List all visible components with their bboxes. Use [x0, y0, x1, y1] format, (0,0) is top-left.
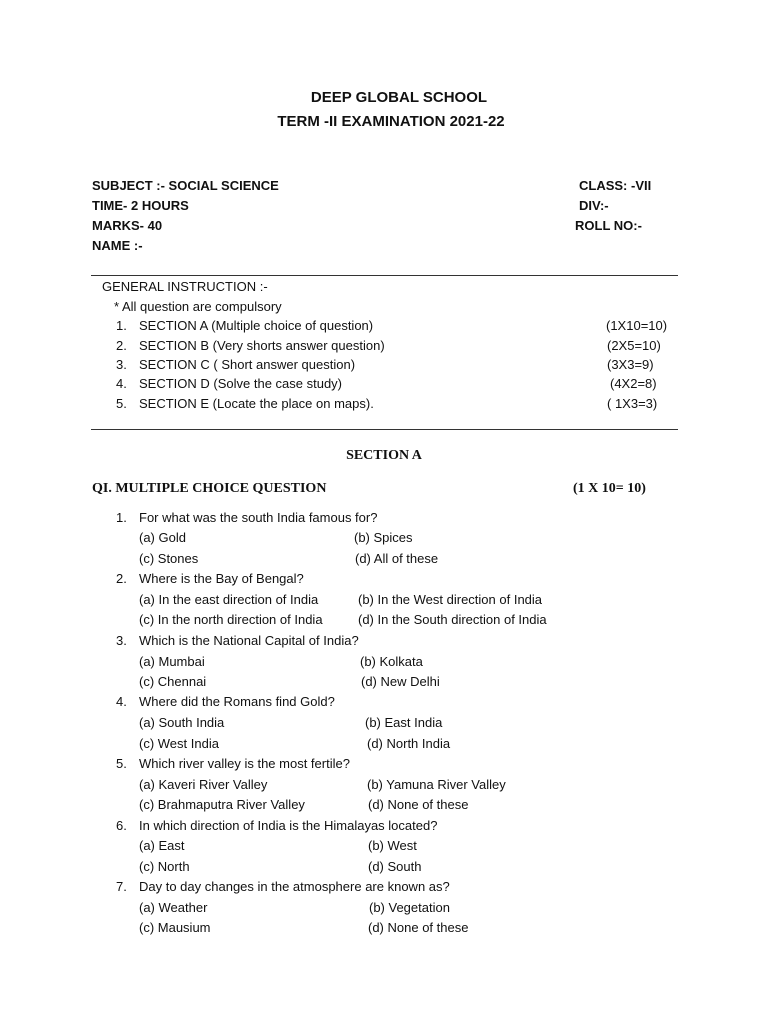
question-text: Where is the Bay of Bengal? — [139, 571, 304, 586]
question-text: Where did the Romans find Gold? — [139, 694, 335, 709]
option-c: (c) Chennai — [139, 674, 207, 689]
instruction-number: 4. — [116, 376, 127, 391]
option-d: (d) South — [368, 859, 422, 874]
question-text: Day to day changes in the atmosphere are known as? — [139, 879, 450, 894]
question-text: Which river valley is the most fertile? — [139, 756, 350, 771]
question-number: 2. — [116, 571, 127, 586]
marks-label: MARKS- 40 — [92, 218, 163, 233]
question-number: 3. — [116, 633, 127, 648]
subject-label: SUBJECT :- SOCIAL SCIENCE — [92, 178, 279, 193]
option-b: (b) In the West direction of India — [358, 592, 543, 607]
option-c: (c) West India — [139, 736, 219, 751]
instruction-text: SECTION A (Multiple choice of question) — [139, 318, 374, 333]
div-label: DIV:- — [579, 198, 609, 213]
option-c: (c) Mausium — [139, 920, 211, 935]
class-label: CLASS: -VII — [579, 178, 652, 193]
section-title: SECTION A — [346, 448, 422, 463]
option-d: (d) New Delhi — [361, 674, 440, 689]
question-text: Which is the National Capital of India? — [139, 633, 359, 648]
instruction-marks: ( 1X3=3) — [607, 396, 658, 411]
option-a: (a) Gold — [139, 530, 186, 545]
question-number: 6. — [116, 818, 127, 833]
question-number: 1. — [116, 510, 127, 525]
instruction-marks: (2X5=10) — [607, 338, 661, 353]
option-d: (d) None of these — [368, 920, 469, 935]
question-number: 4. — [116, 694, 127, 709]
question-text: For what was the south India famous for? — [139, 510, 378, 525]
instruction-number: 1. — [116, 318, 127, 333]
instruction-text: SECTION B (Very shorts answer question) — [139, 338, 385, 353]
divider-top — [91, 275, 678, 276]
option-a: (a) Mumbai — [139, 654, 205, 669]
option-d: (d) North India — [367, 736, 451, 751]
divider-bottom — [91, 429, 678, 430]
option-d: (d) In the South direction of India — [358, 612, 547, 627]
question-number: 5. — [116, 756, 127, 771]
question-text: In which direction of India is the Himalayas located? — [139, 818, 438, 833]
instruction-marks: (3X3=9) — [607, 357, 654, 372]
option-a: (a) East — [139, 838, 185, 853]
question-heading: QI. MULTIPLE CHOICE QUESTION — [92, 481, 327, 496]
option-b: (b) Vegetation — [369, 900, 450, 915]
option-c: (c) Brahmaputra River Valley — [139, 797, 305, 812]
student-name-label: NAME :- — [92, 238, 143, 253]
instruction-text: SECTION C ( Short answer question) — [139, 357, 356, 372]
option-b: (b) West — [368, 838, 417, 853]
instructions-heading: GENERAL INSTRUCTION :- — [102, 279, 268, 294]
option-d: (d) None of these — [368, 797, 469, 812]
instruction-marks: (4X2=8) — [610, 376, 657, 391]
option-c: (c) In the north direction of India — [139, 612, 323, 627]
option-a: (a) South India — [139, 715, 225, 730]
question-marks: (1 X 10= 10) — [573, 481, 646, 496]
instruction-text: SECTION E (Locate the place on maps). — [139, 396, 374, 411]
option-c: (c) North — [139, 859, 190, 874]
option-a: (a) Kaveri River Valley — [139, 777, 268, 792]
option-b: (b) East India — [365, 715, 443, 730]
instruction-number: 5. — [116, 396, 127, 411]
exam-title: TERM -II EXAMINATION 2021-22 — [277, 113, 505, 130]
instruction-marks: (1X10=10) — [606, 318, 668, 333]
instruction-text: SECTION D (Solve the case study) — [139, 376, 343, 391]
school-name: DEEP GLOBAL SCHOOL — [310, 89, 488, 106]
option-a: (a) In the east direction of India — [139, 592, 319, 607]
option-b: (b) Spices — [354, 530, 413, 545]
roll-no-label: ROLL NO:- — [575, 218, 642, 233]
option-d: (d) All of these — [355, 551, 439, 566]
option-a: (a) Weather — [139, 900, 208, 915]
option-b: (b) Kolkata — [360, 654, 423, 669]
instruction-number: 2. — [116, 338, 127, 353]
instructions-note: * All question are compulsory — [114, 299, 282, 314]
option-c: (c) Stones — [139, 551, 199, 566]
instruction-number: 3. — [116, 357, 127, 372]
question-number: 7. — [116, 879, 127, 894]
option-b: (b) Yamuna River Valley — [367, 777, 506, 792]
time-label: TIME- 2 HOURS — [92, 198, 189, 213]
